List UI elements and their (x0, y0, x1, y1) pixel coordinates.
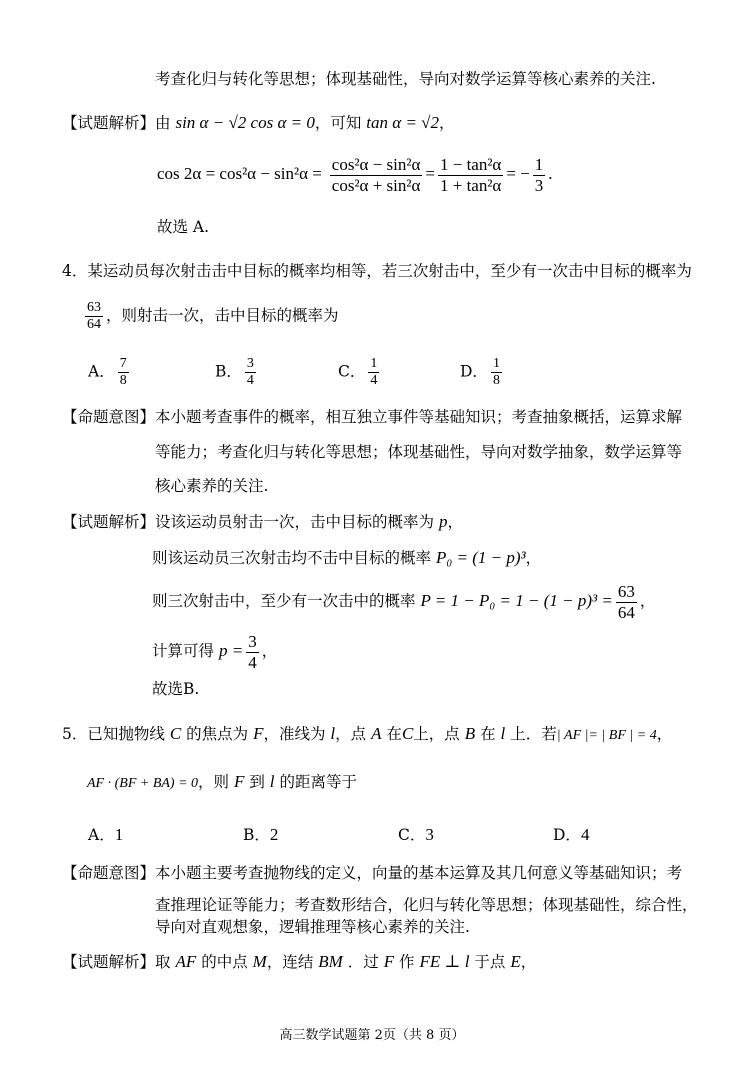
fraction (533, 155, 546, 195)
numerator: 1 (534, 155, 544, 174)
text: 由 (155, 114, 171, 132)
text: 某运动员每次射击击中目标的概率均相等，若三次射击中，至少有一次击中目标的概率为 (87, 262, 692, 280)
option-label: D． (553, 826, 581, 844)
variable: B (464, 724, 476, 743)
text: 的焦点为 (186, 725, 249, 743)
text: ，则射击一次，击中目标的概率为 (106, 306, 339, 325)
text: 计算可得 (152, 642, 215, 661)
variable: l (330, 724, 336, 743)
variable: AF (175, 952, 197, 971)
variable: l (269, 772, 275, 791)
variable: l (500, 724, 506, 743)
q4-stem-line2 (82, 300, 339, 333)
equation: = | BF | = 4 (588, 728, 657, 743)
text: 本小题考查事件的概率，相互独立事件等基础知识；考查抽象概括，运算求解 (155, 408, 683, 426)
q4-stem-line1 (62, 262, 692, 281)
fraction (245, 356, 256, 389)
text: 于点 (474, 953, 506, 971)
text: ，连结 (266, 953, 314, 971)
text: ， (639, 592, 656, 611)
option (243, 825, 278, 845)
option-label: A． (88, 362, 115, 381)
q4-solution-line1 (62, 512, 463, 532)
q4-solution-line4 (152, 632, 277, 672)
text: = − (506, 164, 530, 184)
equation: FE ⊥ l (419, 952, 470, 971)
fraction (491, 356, 502, 389)
solution-tag: 【试题解析】 (62, 114, 156, 132)
intent-line1 (62, 408, 682, 427)
intent-line3: 核心素养的关注. (155, 477, 269, 495)
option-label: C． (338, 362, 366, 381)
option (215, 356, 259, 389)
fraction (330, 155, 423, 195)
text: 则该运动员三次射击均不击中目标的概率 (152, 549, 432, 567)
page-footer: 高三数学试题第 2页（共 8 页） (279, 1028, 465, 1043)
q3-cos2a-equation: cos 2α = cos²α − sin²α = $\frac{\text{cos²α − sin²α}}{\text{cos²α + sin²α}}$ = $\frac{\text{1 − tan²α}}{\text{1 + tan²α}}$ = − $\frac{1}{3}$ . (157, 155, 553, 195)
denominator: 64 (617, 602, 635, 622)
variable: M (252, 952, 267, 971)
text: ．过 (347, 953, 379, 971)
equation: sin α − √2 cos α = 0 (175, 113, 315, 132)
equation: P = 1 − P₀ = 1 − (1 − p)³ = (420, 591, 613, 611)
denominator: cos²α + sin²α (331, 175, 421, 195)
denominator: 8 (492, 373, 500, 389)
intent-line3: 导向对直观想象，逻辑推理等核心素养的关注. (155, 918, 470, 936)
variable: BM (318, 952, 343, 971)
intent-tag: 【命题意图】 (62, 408, 156, 426)
q5-stem-line2 (87, 772, 357, 793)
text: 在 (480, 725, 496, 743)
fraction (616, 582, 637, 622)
text: ， (447, 513, 463, 531)
numerator: 63 (617, 582, 635, 601)
option (460, 356, 505, 389)
intent-line2: 查推理论证等能力；考查数形结合，化归与转化等思想；体现基础性，综合性， (155, 896, 698, 914)
text: 上．若 (510, 725, 557, 743)
text: ，则 (198, 773, 230, 791)
answer-text: 故选B. (152, 680, 200, 698)
intent-line2: 等能力；考查化归与转化等思想；体现基础性，导向对数学抽象，数学运算等 (155, 443, 683, 461)
numerator: 1 (491, 356, 502, 373)
numerator: 7 (118, 356, 129, 373)
text: ， (439, 114, 455, 132)
option-value: 2 (269, 825, 279, 844)
option-label: C． (398, 826, 426, 844)
intent-tag: 【命题意图】 (62, 864, 156, 882)
equation: AF · (BF + BA) = 0 (87, 776, 199, 791)
option-label: B． (243, 826, 270, 844)
q4-solution-line2 (152, 548, 541, 568)
q5-stem-line1 (62, 724, 672, 745)
q3-solution-line1 (62, 113, 455, 133)
intent-line1 (62, 864, 682, 883)
question-number: 4． (62, 262, 88, 280)
numerator: 3 (248, 632, 257, 651)
fraction (438, 155, 503, 195)
text: 的中点 (201, 953, 248, 971)
numerator: 63 (85, 300, 103, 317)
variable: F (253, 724, 264, 743)
text: 则三次射击中，至少有一次击中的概率 (152, 592, 416, 611)
option-label: B． (215, 362, 242, 381)
variable: F (233, 772, 245, 791)
text: 到 (249, 773, 265, 791)
denominator: 4 (370, 373, 378, 389)
equation: P₀ = (1 − p)³ (435, 548, 526, 567)
text: 已知抛物线 (87, 725, 165, 743)
equation: p = (218, 641, 244, 661)
option (338, 356, 382, 389)
fraction (368, 356, 379, 389)
equation-lhs: cos 2α = cos²α − sin²α = (157, 164, 322, 184)
text: ，准线为 (263, 725, 326, 743)
option (398, 825, 434, 845)
fraction (118, 356, 129, 389)
fraction (246, 632, 259, 672)
option (88, 825, 123, 845)
numerator: 1 − tan²α (439, 155, 502, 174)
text: 在 (386, 725, 402, 743)
variable: C (401, 724, 414, 743)
solution-tag: 【试题解析】 (62, 513, 156, 531)
text: ， (525, 549, 542, 567)
numerator: cos²α − sin²α (331, 155, 421, 174)
numerator: 1 (368, 356, 379, 373)
option-label: A． (88, 826, 115, 844)
variable: p (438, 512, 448, 531)
fraction (85, 300, 103, 333)
option (88, 356, 132, 389)
denominator: 8 (119, 373, 127, 389)
option-value: 3 (425, 825, 434, 844)
text: . (548, 164, 553, 184)
question-number: 5． (62, 725, 88, 743)
text-line: 考查化归与转化等思想；体现基础性，导向对数学运算等核心素养的关注. (155, 70, 656, 88)
variable: E (510, 952, 521, 971)
option (553, 825, 589, 845)
text: ， (261, 642, 278, 661)
text: 取 (155, 953, 171, 971)
q4-solution-line3 (152, 582, 655, 622)
numerator: 3 (245, 356, 256, 373)
denominator: 4 (246, 373, 254, 389)
solution-tag: 【试题解析】 (62, 953, 156, 971)
variable: F (383, 952, 395, 971)
text: ，点 (335, 725, 367, 743)
denominator: 3 (534, 175, 544, 195)
text: 上，点 (413, 725, 460, 743)
text: 作 (399, 953, 415, 971)
variable: C (169, 724, 182, 743)
equation: tan α = √2 (366, 113, 439, 132)
q5-solution-line1 (62, 952, 536, 972)
option-value: 1 (114, 825, 124, 844)
answer-text: 故选 A. (157, 218, 210, 236)
denominator: 1 + tan²α (439, 175, 502, 195)
option-value: 4 (580, 825, 590, 844)
text: ， (520, 953, 537, 971)
text: 设该运动员射击一次，击中目标的概率为 (155, 513, 435, 531)
text: ， (656, 725, 673, 743)
variable: A (371, 724, 382, 743)
denominator: 4 (248, 652, 257, 672)
text: 的距离等于 (279, 773, 357, 791)
text: ，可知 (314, 114, 362, 132)
text: 本小题主要考查抛物线的定义，向量的基本运算及其几何意义等基础知识；考 (155, 864, 683, 882)
equation: | AF | (556, 728, 589, 743)
option-label: D． (460, 362, 488, 381)
denominator: 64 (87, 317, 101, 333)
